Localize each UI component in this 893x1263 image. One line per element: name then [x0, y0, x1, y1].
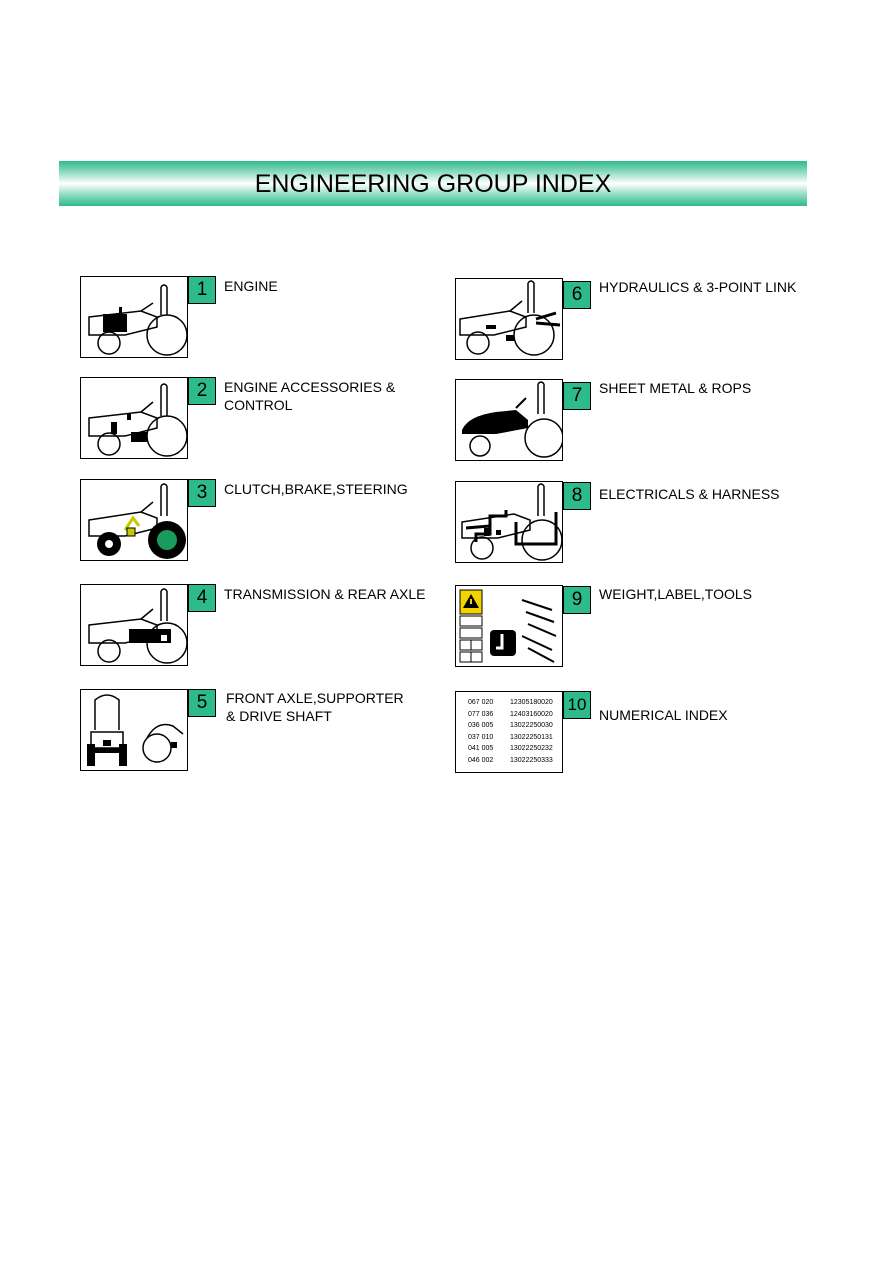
group-entry-10[interactable] — [455, 691, 815, 775]
tractor-electricals-icon — [455, 481, 563, 563]
weights-labels-tools-icon — [455, 585, 563, 667]
group-entry-8[interactable] — [455, 481, 815, 565]
table-row: 077 036 12403160020 — [468, 710, 553, 718]
group-number-badge: 8 — [563, 482, 591, 510]
tractor-engine-accessories-icon — [80, 377, 188, 459]
table-row: 067 020 12305180020 — [468, 699, 553, 706]
tractor-engine-icon — [80, 276, 188, 358]
group-entry-3[interactable] — [80, 479, 440, 563]
tractor-clutch-brake-steering-icon — [80, 479, 188, 561]
group-number-badge: 3 — [188, 479, 216, 507]
tractor-sheet-metal-icon — [455, 379, 563, 461]
group-label: HYDRAULICS & 3-POINT LINK — [599, 279, 797, 295]
page-title: ENGINEERING GROUP INDEX — [254, 170, 612, 198]
table-row: 041 005 13022250232 — [468, 745, 553, 752]
group-number-badge: 1 — [188, 276, 216, 304]
group-entry-4[interactable] — [80, 584, 440, 668]
group-label: WEIGHT,LABEL,TOOLS — [599, 586, 753, 602]
numerical-index-table-icon — [455, 691, 563, 773]
group-label: FRONT AXLE,SUPPORTER & DRIVE SHAFT — [226, 690, 404, 724]
group-number-badge: 4 — [188, 584, 216, 612]
group-label: NUMERICAL INDEX — [599, 707, 728, 723]
tractor-hydraulics-icon — [455, 278, 563, 360]
table-row: 036 005 13022250030 — [468, 722, 553, 729]
group-number-badge: 2 — [188, 377, 216, 405]
tractor-transmission-icon — [80, 584, 188, 666]
group-entry-5[interactable] — [80, 689, 440, 773]
group-label: SHEET METAL & ROPS — [599, 380, 752, 396]
table-row: 037 010 13022250131 — [468, 733, 553, 741]
group-entry-2[interactable] — [80, 377, 440, 461]
group-label: ENGINE ACCESSORIES & CONTROL — [224, 379, 396, 413]
table-row: 046 002 13022250333 — [468, 756, 553, 764]
group-number-badge: 9 — [563, 586, 591, 614]
group-number-badge: 5 — [188, 689, 216, 717]
group-label: TRANSMISSION & REAR AXLE — [224, 586, 426, 602]
group-label: CLUTCH,BRAKE,STEERING — [224, 481, 408, 497]
group-entry-6[interactable] — [455, 278, 815, 362]
group-entry-9[interactable] — [455, 585, 815, 669]
title-banner — [59, 161, 807, 206]
group-number-badge: 6 — [563, 281, 591, 309]
group-number-badge: 7 — [563, 382, 591, 410]
group-label: ELECTRICALS & HARNESS — [599, 486, 780, 502]
group-entry-7[interactable] — [455, 379, 815, 463]
group-entry-1[interactable] — [80, 276, 440, 360]
group-number-badge: 10 — [563, 691, 591, 719]
tractor-front-axle-icon — [80, 689, 188, 771]
group-label: ENGINE — [224, 278, 278, 294]
